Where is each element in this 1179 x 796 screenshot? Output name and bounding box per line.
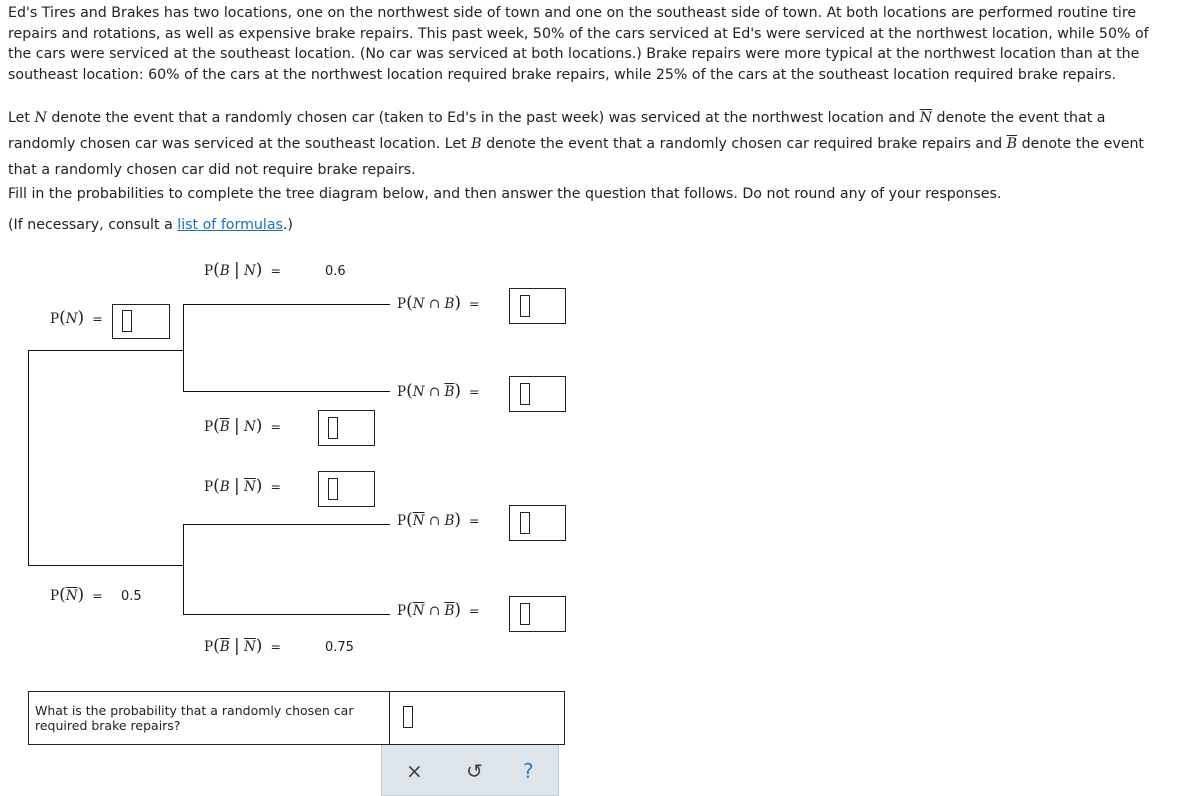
label-p-n: P(N) = (50, 308, 103, 328)
cursor-icon (328, 417, 338, 439)
undo-icon[interactable]: ↺ (466, 759, 483, 783)
tree-root-vertical (28, 350, 29, 566)
label-p-n-and-b: P(N ∩ B) = (397, 293, 480, 313)
cursor-icon (520, 603, 530, 625)
label-p-b-given-n: P(B | N) = (204, 260, 281, 280)
input-p-b-bar-given-n[interactable] (318, 410, 375, 446)
cursor-icon (520, 295, 530, 317)
cursor-icon (520, 512, 530, 534)
branch-n (28, 350, 183, 351)
branch-n-b (183, 304, 390, 305)
cursor-icon (403, 706, 413, 728)
p2-text-a: Let (8, 110, 35, 126)
cursor-icon (328, 478, 338, 500)
node-n-vertical (183, 304, 184, 392)
branch-n-b-bar (183, 391, 390, 392)
cursor-icon (520, 383, 530, 405)
cursor-icon (122, 310, 132, 332)
value-p-b-bar-given-n-bar: 0.75 (325, 640, 354, 655)
question-box (28, 691, 565, 745)
input-p-n[interactable] (112, 304, 170, 339)
label-p-b-given-n-bar: P(B | $\overline{N}$) = (204, 476, 281, 496)
event-b: B (471, 136, 482, 152)
label-p-n-bar-and-b-bar: $P(\overline{N}$ ∩ $\overline{B}$) = (397, 600, 480, 620)
input-p-n-and-b-bar[interactable] (509, 376, 566, 412)
event-n-bar: $\overline{N}$ (919, 110, 933, 126)
event-b-bar: $\overline{B}$ (1006, 136, 1018, 152)
input-p-b-given-n-bar[interactable] (318, 471, 375, 507)
label-p-n-bar-and-b: $P(\overline{N}$ ∩ B) = (397, 510, 480, 530)
label-p-n-bar: $P(\overline{N})$ = (50, 585, 103, 605)
problem-paragraph-2 (8, 105, 1168, 183)
label-p-b-bar-given-n: $P(\overline{B}$ | N) = (204, 416, 281, 436)
label-p-n-and-b-bar: P(N ∩ $\overline{B}$) = (397, 381, 480, 401)
input-p-n-and-b[interactable] (509, 288, 566, 324)
branch-n-bar-b-bar (183, 614, 390, 615)
answer-toolbar (381, 745, 559, 796)
value-p-b-given-n: 0.6 (325, 264, 346, 279)
clear-icon[interactable]: × (406, 759, 423, 783)
answer-input[interactable] (390, 692, 564, 744)
question-text: What is the probability that a randomly chosen car required brake repairs? (35, 703, 354, 733)
branch-n-bar-b (183, 524, 390, 525)
formula-note (8, 215, 1168, 236)
input-p-n-bar-and-b-bar[interactable] (509, 596, 566, 632)
branch-n-bar (28, 565, 183, 566)
event-n: N (34, 110, 47, 126)
formula-note-a: (If necessary, consult a (8, 217, 178, 233)
problem-paragraph-1: Ed's Tires and Brakes has two locations, one on the northwest side of town and one on the southeast side of town. At both locations are performed routine tire repairs and rotations, as well as expensive brake repairs. This past week, 50% of the cars serviced at Ed's were serviced at the northwest location, while 50% of the cars were serviced at the southeast location. (No car was serviced at both locations.) Brake repairs were more typical at the northwest location than at the southeast location: 60% of the cars at the northwest location required brake repairs, while 25% of the cars at the southeast location required brake repairs. (8, 5, 1149, 83)
p2-text-c: denote the event that a randomly chosen car was serviced at the southeast location. Let (8, 110, 1106, 152)
p2-text-e: denote the event that a randomly chosen car did not require brake repairs. (8, 136, 1144, 178)
instructions: Fill in the probabilities to complete the tree diagram below, and then answer the question that follows. Do not round any of your responses. (8, 186, 1002, 202)
p2-text-b: denote the event that a randomly chosen car (taken to Ed's in the past week) was serviced at the northwest location and (46, 110, 920, 126)
label-p-b-bar-given-n-bar: $P(\overline{B}$ | $\overline{N}$) = (204, 636, 281, 656)
help-icon[interactable]: ? (523, 759, 534, 783)
list-of-formulas-link[interactable]: list of formulas (177, 217, 283, 233)
node-n-bar-vertical (183, 524, 184, 615)
formula-note-b: .) (282, 217, 293, 233)
p2-text-d: denote the event that a randomly chosen car required brake repairs and (481, 136, 1007, 152)
input-p-n-bar-and-b[interactable] (509, 505, 566, 541)
value-p-n-bar: 0.5 (121, 589, 142, 604)
